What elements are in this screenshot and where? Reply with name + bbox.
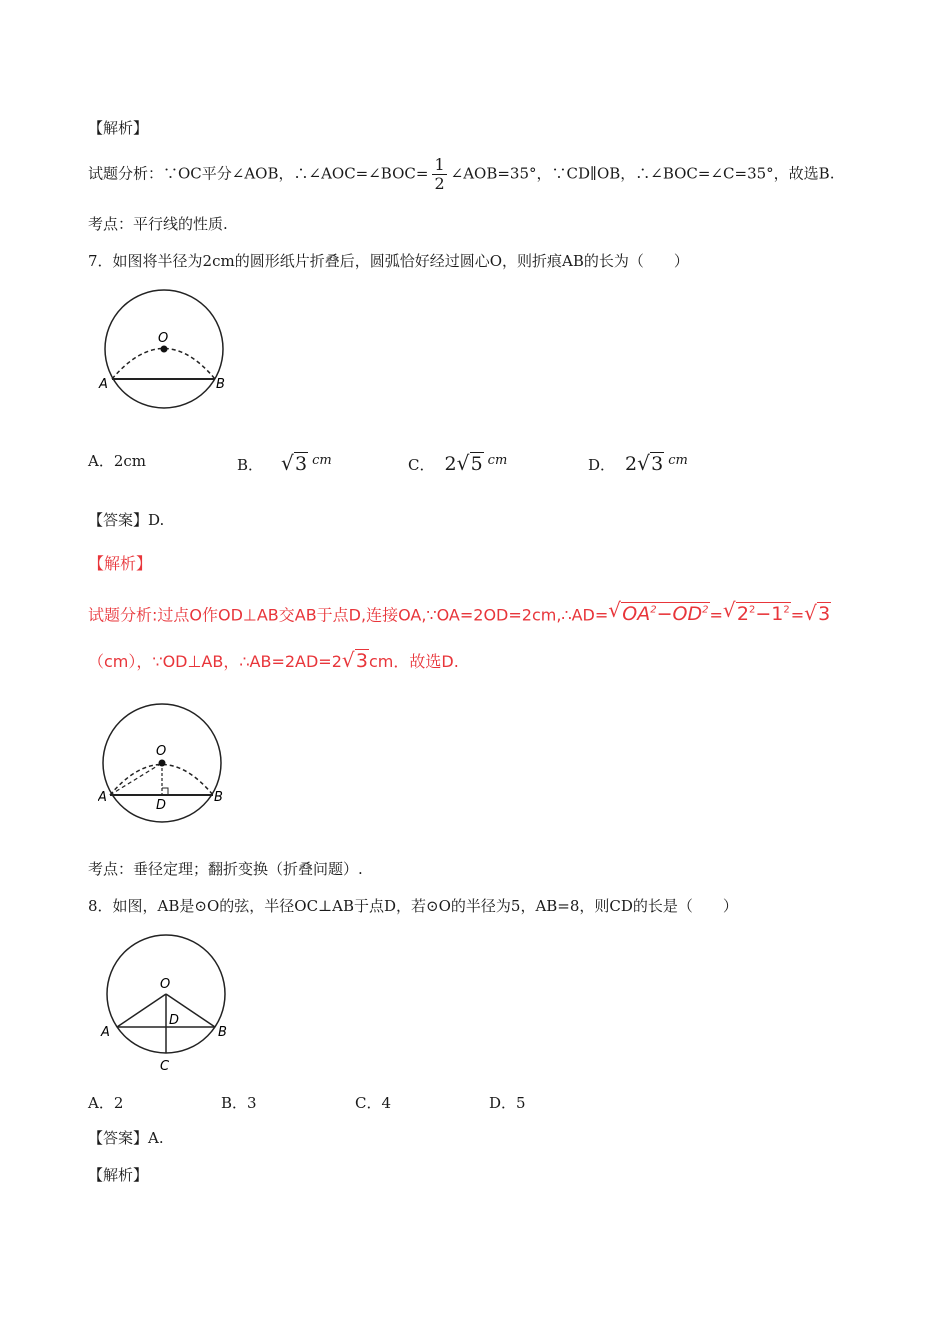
label-a: A <box>101 1025 110 1040</box>
q8-answer: 【答案】A. <box>88 1129 164 1147</box>
label-o: O <box>156 744 167 759</box>
q8-jiexi-header: 【解析】 <box>88 1166 149 1184</box>
label-a: A <box>99 377 108 392</box>
q8-option-d: D．5 <box>489 1094 526 1112</box>
q7-jiexi-header: 【解析】 <box>88 554 153 573</box>
label-b: B <box>216 377 225 392</box>
label-c: C <box>160 1059 170 1074</box>
jiexi-header: 【解析】 <box>88 119 149 137</box>
analysis-line <box>88 156 834 193</box>
circle-fold-figure <box>98 288 238 413</box>
label-d: D <box>156 798 167 813</box>
q7-analysis-line-1: 试题分析:过点O作OD⊥AB交AB于点D,连接OA,∵OA=2OD=2cm,∴AD=√ $OA^2-OD^2=√$ $2^2-1^2=√$ 3 <box>88 600 831 626</box>
q8-option-b: B．3 <box>221 1094 257 1112</box>
question-8-stem: 8．如图，AB是⊙O的弦，半径OC⊥AB于点D，若⊙O的半径为5，AB=8，则CD的长是（ ） <box>88 897 738 915</box>
question-7-stem: 7．如图将半径为2cm的圆形纸片折叠后，圆弧恰好经过圆心O，则折痕AB的长为（ ） <box>88 252 689 270</box>
label-a: A <box>98 790 107 805</box>
q7-answer: 【答案】D. <box>88 511 165 529</box>
q7-option-c: C． 2√ 5 cm <box>408 450 507 476</box>
q7-analysis-line-2: （cm），∵OD⊥AB，∴AB=2AD=2√ 3cm．故选D. <box>88 650 459 673</box>
analysis-text-b: ∠AOB=35°，∵CD∥OB，∴∠BOC=∠C=35°，故选B. <box>450 164 835 183</box>
circle-chord-figure <box>98 932 238 1077</box>
label-o: O <box>158 331 169 346</box>
circle-fold-solution-figure <box>98 702 238 827</box>
label-b: B <box>218 1025 227 1040</box>
label-b: B <box>214 790 223 805</box>
q8-option-c: C．4 <box>355 1094 392 1112</box>
analysis-text-a: 试题分析：∵OC平分∠AOB，∴∠AOC=∠BOC= <box>88 164 429 183</box>
fraction-half: $\frac{1}{2}$ <box>434 155 445 193</box>
q7-option-a: A．2cm <box>88 452 147 470</box>
q7-option-b: B．√ 3 cm <box>237 450 332 476</box>
q8-option-a: A．2 <box>88 1094 124 1112</box>
q7-option-d: D． 2√ 3 cm <box>588 450 688 476</box>
kaodian-line: 考点：平行线的性质. <box>88 215 228 233</box>
label-o: O <box>160 977 171 992</box>
label-d: D <box>169 1013 180 1028</box>
q7-kaodian: 考点：垂径定理；翻折变换（折叠问题）. <box>88 860 363 878</box>
